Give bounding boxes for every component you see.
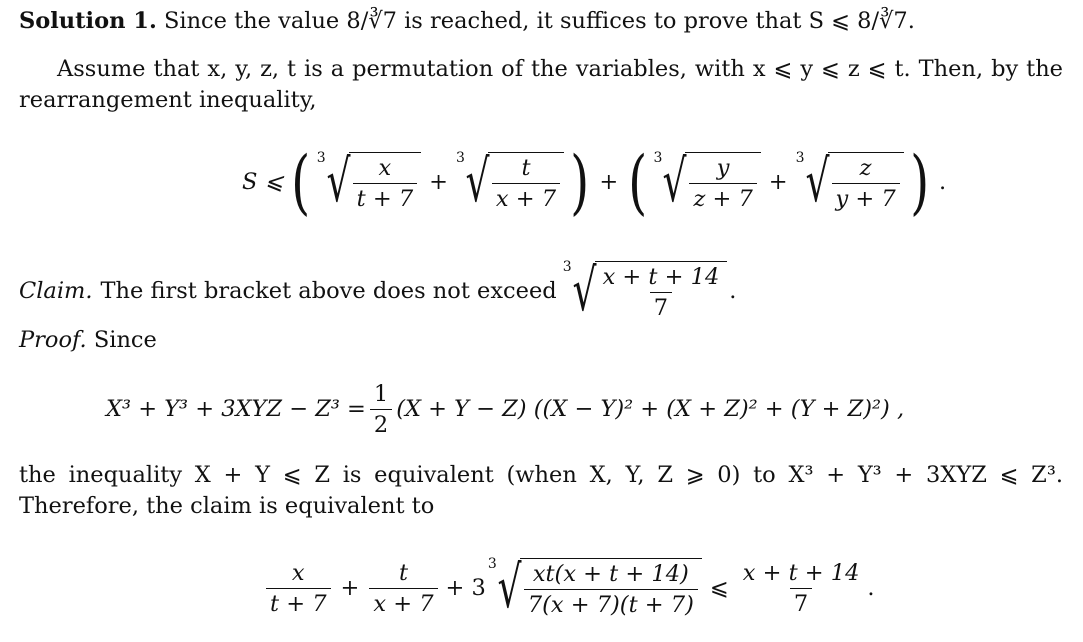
- equation-identity: [106, 378, 904, 440]
- claim-line: Claim. The first bracket above does not exceed 3 √ $\frac{x + t + 14}{7}$ .: [19, 256, 737, 324]
- solution-intro: Since the value 8/∛7 is reached, it suffices to prove that S ⩽ 8/∛7.: [163, 8, 915, 34]
- equation-claim-equivalent: $\frac{x}{t + 7}$ + $\frac{t}{x + 7}$ + 3 3 √ $\frac{xt(x + t + 14)}{7(x + 7)(t + 7)}$ ⩽ $\frac{x + t + 14}{7}$ .: [262, 550, 875, 626]
- eq1-close-paren-2: ): [909, 141, 929, 223]
- eq1-root-3: 3 √ $\frac{y}{z + 7}$: [654, 152, 761, 212]
- solution-heading: Solution 1.: [19, 8, 157, 34]
- proof-line: [19, 325, 1063, 356]
- claim-label: Claim.: [19, 278, 93, 304]
- eq3-root: 3 √ $\frac{xt(x + t + 14)}{7(x + 7)(t + 7)}$: [488, 558, 702, 618]
- equation-rearrangement: S ⩽ ( 3 √ $\frac{x}{t + 7}$ + 3 √ $\frac{t}{x + 7}$ ) + ( 3 √ $\frac{y}{z + 7}$ + 3 √ $\frac{z}{y + 7}$ ) .: [242, 141, 947, 223]
- eq2-lhs: X³ + Y³ + 3XYZ − Z³ =: [106, 396, 366, 422]
- eq3-frac-1: $\frac{x}{t + 7}$: [266, 560, 331, 617]
- claim-root: 3 √ $\frac{x + t + 14}{7}$: [563, 261, 728, 321]
- eq3-frac-2: $\frac{t}{x + 7}$: [369, 560, 437, 617]
- eq1-lhs: S ⩽: [242, 169, 284, 195]
- proof-label: Proof.: [19, 327, 87, 353]
- eq2-rhs: (X + Y − Z) ((X − Y)² + (X + Z)² + (Y + Z)²) ,: [396, 396, 905, 422]
- equivalence-paragraph: the inequality X + Y ⩽ Z is equivalent (when X, Y, Z ⩾ 0) to X³ + Y³ + 3XYZ ⩽ Z³.: [19, 462, 1063, 488]
- eq1-open-paren-2: (: [628, 141, 648, 223]
- proof-text: Since: [93, 327, 157, 353]
- therefore-line: Therefore, the claim is equivalent to: [19, 493, 435, 519]
- claim-text: The first bracket above does not exceed: [100, 278, 557, 304]
- eq3-three: + 3: [445, 575, 486, 601]
- eq3-frac-3: $\frac{x + t + 14}{7}$: [742, 559, 860, 617]
- eq1-root-1: 3 √ $\frac{x}{t + 7}$: [317, 152, 421, 212]
- eq1-open-paren: (: [291, 141, 311, 223]
- assumption-paragraph: Assume that x, y, z, t is a permutation of the variables, with x ⩽ y ⩽ z ⩽ t. Then, by the rearrangement inequality,: [19, 56, 1063, 113]
- eq1-root-4: 3 √ $\frac{z}{y + 7}$: [796, 152, 904, 212]
- solution-line: [19, 6, 1063, 37]
- eq1-close-paren: ): [570, 141, 590, 223]
- eq2-half: $\frac{1}{2}$: [370, 381, 392, 438]
- eq1-root-2: 3 √ $\frac{t}{x + 7}$: [456, 152, 564, 212]
